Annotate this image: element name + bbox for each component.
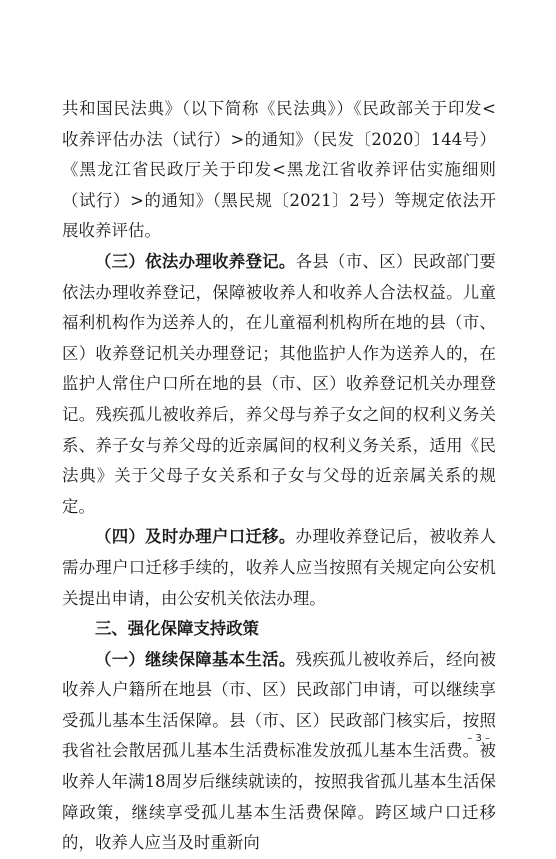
paragraph-text: 共和国民法典》（以下简称《民法典》）《民政部关于印发<收养评估办法（试行）>的通知》（民发〔2020〕144号）《黑龙江省民政厅关于印发<黑龙江省收养评估实施细则（试行）>的通知》（黑民规〔2021〕2号）等规定依法开展收养评估。 [62, 99, 496, 241]
paragraph-text: 办理收养登记后，被收养人需办理户口迁移手续的，收养人应当按照有关规定向公安机关提出申请，由公安机关依法办理。 [62, 527, 497, 608]
paragraph-text: 各县（市、区）民政部门要依法办理收养登记，保障被收养人和收养人合法权益。儿童福利机构作为送养人的，在儿童福利机构所在地的县（市、区）收养登记机关办理登记；其他监护人作为送养人的，在监护人常住户口所在地的县（市、区）收养登记机关办理登记。残疾孤儿被收养后，养父母与养子女之间的权利义务关系、养子女与养父母的近亲属间的权利义务关系，适用《民法典》关于父母子女关系和子女与父母的近亲属关系的规定。 [62, 251, 497, 516]
paragraph-item-3 [62, 247, 496, 522]
section-heading: 三、强化保障支持政策 [95, 619, 259, 639]
paragraph-lead: （一）继续保障基本生活。 [95, 649, 296, 669]
paragraph-item-4 [62, 522, 496, 614]
page-number: – 3 – [467, 733, 490, 744]
paragraph-lead: （三）依法办理收养登记。 [95, 251, 296, 271]
paragraph-continuation [62, 94, 496, 247]
paragraph-text: 残疾孤儿被收养后，经向被收养人户籍所在地县（市、区）民政部门申请，可以继续享受孤儿基本生活保障。县（市、区）民政部门核实后，按照我省社会散居孤儿基本生活费标准发放孤儿基本生活费。被收养人年满18周岁后继续就读的，按照我省孤儿基本生活保障政策，继续享受孤儿基本生活费保障。跨区域户口迁移的，收养人应当及时重新向 [62, 649, 497, 853]
paragraph-lead: （四）及时办理户口迁移。 [95, 527, 296, 547]
paragraph-item-1 [62, 645, 496, 859]
document-body [62, 94, 496, 859]
